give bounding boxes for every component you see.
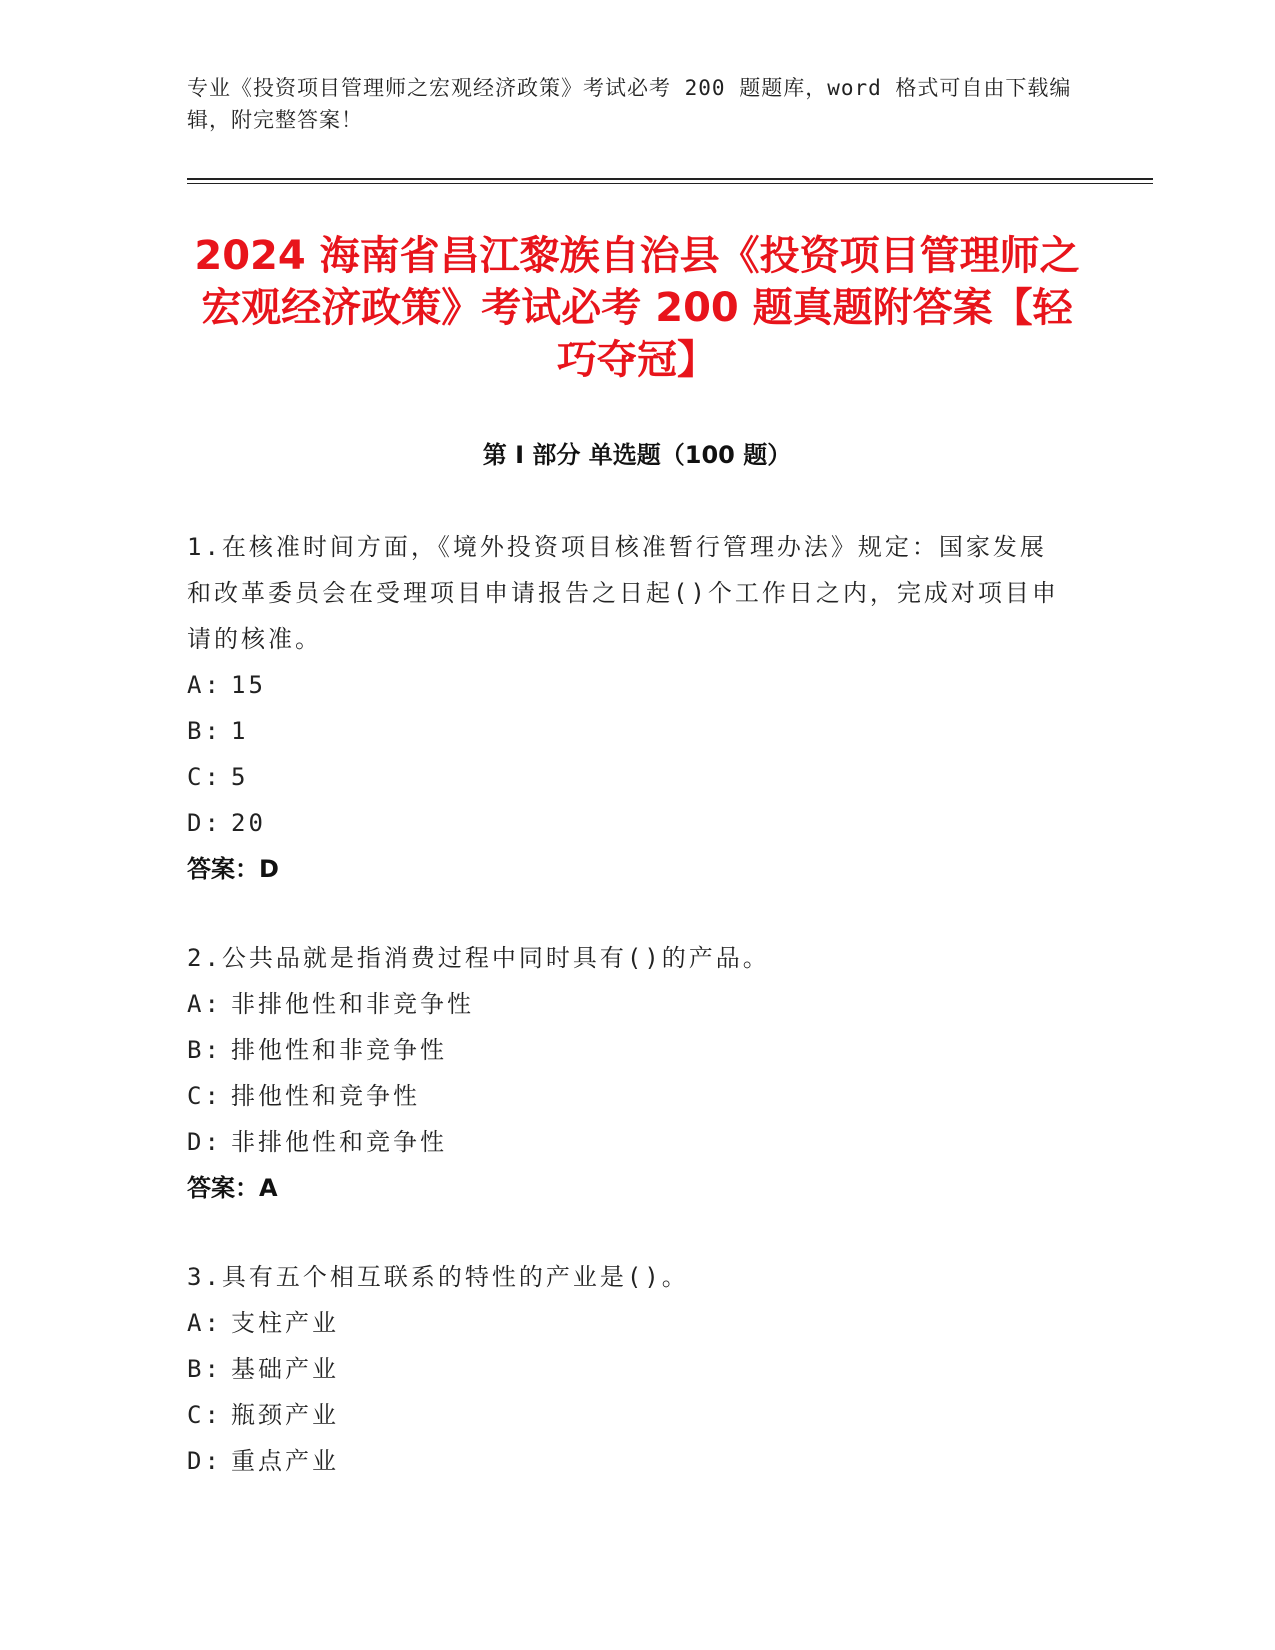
question-stem: 3.具有五个相互联系的特性的产业是()。 xyxy=(187,1263,689,1291)
option-d xyxy=(187,800,1067,846)
option-text: 20 xyxy=(231,809,266,837)
option-text: 非排他性和非竞争性 xyxy=(231,990,474,1018)
option-key: C: xyxy=(187,763,222,791)
option-key: B: xyxy=(187,1036,222,1064)
option-key: B: xyxy=(187,717,222,745)
header-note: 专业《投资项目管理师之宏观经济政策》考试必考 200 题题库，word 格式可自由下载编辑，附完整答案！ xyxy=(187,76,1072,132)
question-list xyxy=(187,524,1067,1527)
option-b xyxy=(187,708,1067,754)
question-3 xyxy=(187,1254,1067,1484)
option-text: 基础产业 xyxy=(231,1355,339,1383)
option-d xyxy=(187,1119,1067,1165)
option-a xyxy=(187,662,1067,708)
option-text: 支柱产业 xyxy=(231,1309,339,1337)
option-a xyxy=(187,1300,1067,1346)
option-b xyxy=(187,1027,1067,1073)
option-text: 非排他性和竞争性 xyxy=(231,1128,447,1156)
question-stem: 1.在核准时间方面，《境外投资项目核准暂行管理办法》规定：国家发展和改革委员会在受理项目申请报告之日起()个工作日之内，完成对项目申请的核准。 xyxy=(187,533,1059,653)
option-key: A: xyxy=(187,1309,222,1337)
option-text: 1 xyxy=(231,717,249,745)
option-text: 排他性和竞争性 xyxy=(231,1082,420,1110)
option-key: A: xyxy=(187,990,222,1018)
document-title: 2024 海南省昌江黎族自治县《投资项目管理师之宏观经济政策》考试必考 200 题真题附答案【轻巧夺冠】 xyxy=(194,233,1080,383)
option-c xyxy=(187,754,1067,800)
option-b xyxy=(187,1346,1067,1392)
question-2 xyxy=(187,935,1067,1211)
option-text: 重点产业 xyxy=(231,1447,339,1475)
section-heading: 第 I 部分 单选题（100 题） xyxy=(482,441,792,469)
question-1 xyxy=(187,524,1067,892)
option-key: D: xyxy=(187,1128,222,1156)
answer-line: 答案：D xyxy=(187,855,279,883)
question-stem: 2.公共品就是指消费过程中同时具有()的产品。 xyxy=(187,944,770,972)
option-key: D: xyxy=(187,809,222,837)
option-key: C: xyxy=(187,1082,222,1110)
header-rule-thick xyxy=(187,178,1153,180)
option-c xyxy=(187,1392,1067,1438)
option-key: D: xyxy=(187,1447,222,1475)
option-a xyxy=(187,981,1067,1027)
option-d xyxy=(187,1438,1067,1484)
option-text: 排他性和非竞争性 xyxy=(231,1036,447,1064)
option-text: 5 xyxy=(231,763,249,791)
option-key: B: xyxy=(187,1355,222,1383)
option-text: 15 xyxy=(231,671,266,699)
answer-line: 答案：A xyxy=(187,1174,278,1202)
option-c xyxy=(187,1073,1067,1119)
option-key: C: xyxy=(187,1401,222,1429)
option-key: A: xyxy=(187,671,222,699)
header-rule-thin xyxy=(187,183,1153,184)
option-text: 瓶颈产业 xyxy=(231,1401,339,1429)
